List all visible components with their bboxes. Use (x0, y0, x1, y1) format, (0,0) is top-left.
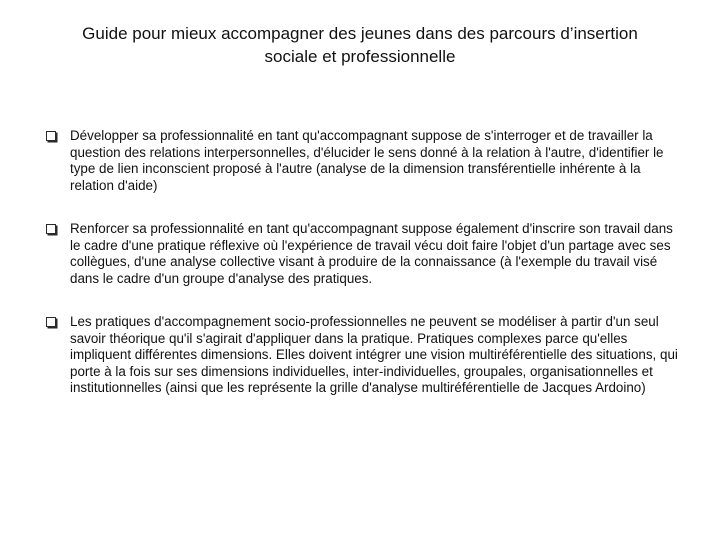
bullet-item (46, 128, 682, 194)
bullet-list (46, 128, 682, 417)
slide-title-line-1: Guide pour mieux accompagner des jeunes dans des parcours d’insertion (82, 24, 638, 43)
slide-title (40, 22, 680, 68)
slide-title-line-2: sociale et professionnelle (264, 47, 456, 66)
bullet-text: Les pratiques d'accompagnement socio-professionnelles ne peuvent se modéliser à partir d'un seul savoir théorique qu'il s'agirait d'appliquer dans la pratique. Pratiques complexes parce qu'elles impliquent différentes dimensions. Elles doivent intégrer une vision multiréférentielle des situations, qui porte à la fois sur ses dimensions individuelles, inter-individuelles, groupales, organisationnelles et institutionnelles (ainsi que les représente la grille d'analyse multiréférentielle de Jacques Ardoino) (70, 314, 678, 395)
bullet-text: Renforcer sa professionnalité en tant qu'accompagnant suppose également d'inscrire son travail dans le cadre d'une pratique réflexive où l'expérience de travail vécu doit faire l'objet d'un partage avec ses collègues, d'une analyse collective visant à produire de la connaissance (à l'exemple du travail visé dans le cadre d'un groupe d'analyse des pratiques. (70, 221, 673, 286)
checkbox-square-icon (46, 131, 56, 141)
checkbox-square-icon (46, 224, 56, 234)
bullet-text: Développer sa professionnalité en tant qu'accompagnant suppose de s'interroger et de travailler la question des relations interpersonnelles, d'élucider le sens donné à la relation à l'autre, d'identifier le type de lien inconscient proposé à l'autre (analyse de la dimension transférentielle inhérente à la relation d'aide) (70, 128, 664, 193)
bullet-item (46, 314, 682, 397)
checkbox-square-icon (46, 317, 56, 327)
bullet-item (46, 221, 682, 287)
